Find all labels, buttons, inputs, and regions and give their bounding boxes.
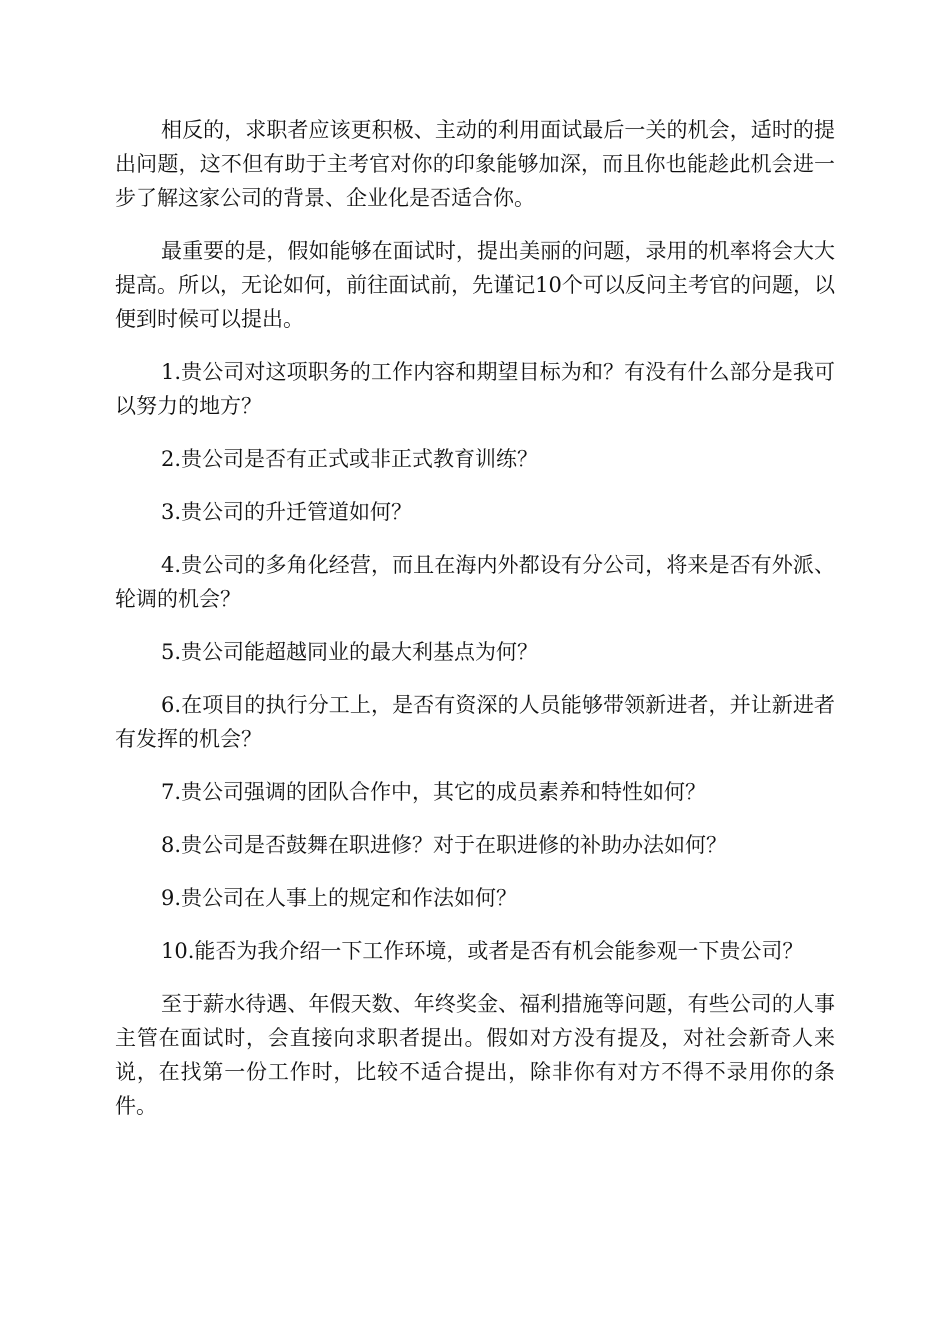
question-item: 2.贵公司是否有正式或非正式教育训练？	[161, 447, 539, 471]
question-item: 10.能否为我介绍一下工作环境，或者是否有机会能参观一下贵公司？	[161, 939, 804, 963]
question-item: 7.贵公司强调的团队合作中，其它的成员素养和特性如何？	[161, 780, 707, 804]
question-item: 8.贵公司是否鼓舞在职进修？对于在职进修的补助办法如何？	[161, 833, 728, 857]
document-page	[115, 113, 835, 1142]
question-item: 9.贵公司在人事上的规定和作法如何？	[161, 886, 518, 910]
question-item: 1.贵公司对这项职务的工作内容和期望目标为和？有没有什么部分是我可以努力的地方？	[115, 360, 835, 418]
intro-paragraph: 相反的，求职者应该更积极、主动的利用面试最后一关的机会，适时的提出问题，这不但有助于主考官对你的印象能够加深，而且你也能趁此机会进一步了解这家公司的背景、企业化是否适合你。	[115, 118, 835, 210]
closing-paragraph: 至于薪水待遇、年假天数、年终奖金、福利措施等问题，有些公司的人事主管在面试时，会直接向求职者提出。假如对方没有提及，对社会新奇人来说，在找第一份工作时，比较不适合提出，除非你有对方不得不录用你的条件。	[115, 992, 835, 1118]
question-item: 4.贵公司的多角化经营，而且在海内外都设有分公司，将来是否有外派、轮调的机会？	[115, 553, 835, 611]
question-item: 6.在项目的执行分工上，是否有资深的人员能够带领新进者，并让新进者有发挥的机会？	[115, 693, 835, 751]
question-item: 5.贵公司能超越同业的最大利基点为何？	[161, 640, 539, 664]
question-item: 3.贵公司的升迁管道如何？	[161, 500, 413, 524]
intro-paragraph: 最重要的是，假如能够在面试时，提出美丽的问题，录用的机率将会大大提高。所以，无论如何，前往面试前，先谨记10个可以反问主考官的问题，以便到时候可以提出。	[115, 239, 835, 331]
